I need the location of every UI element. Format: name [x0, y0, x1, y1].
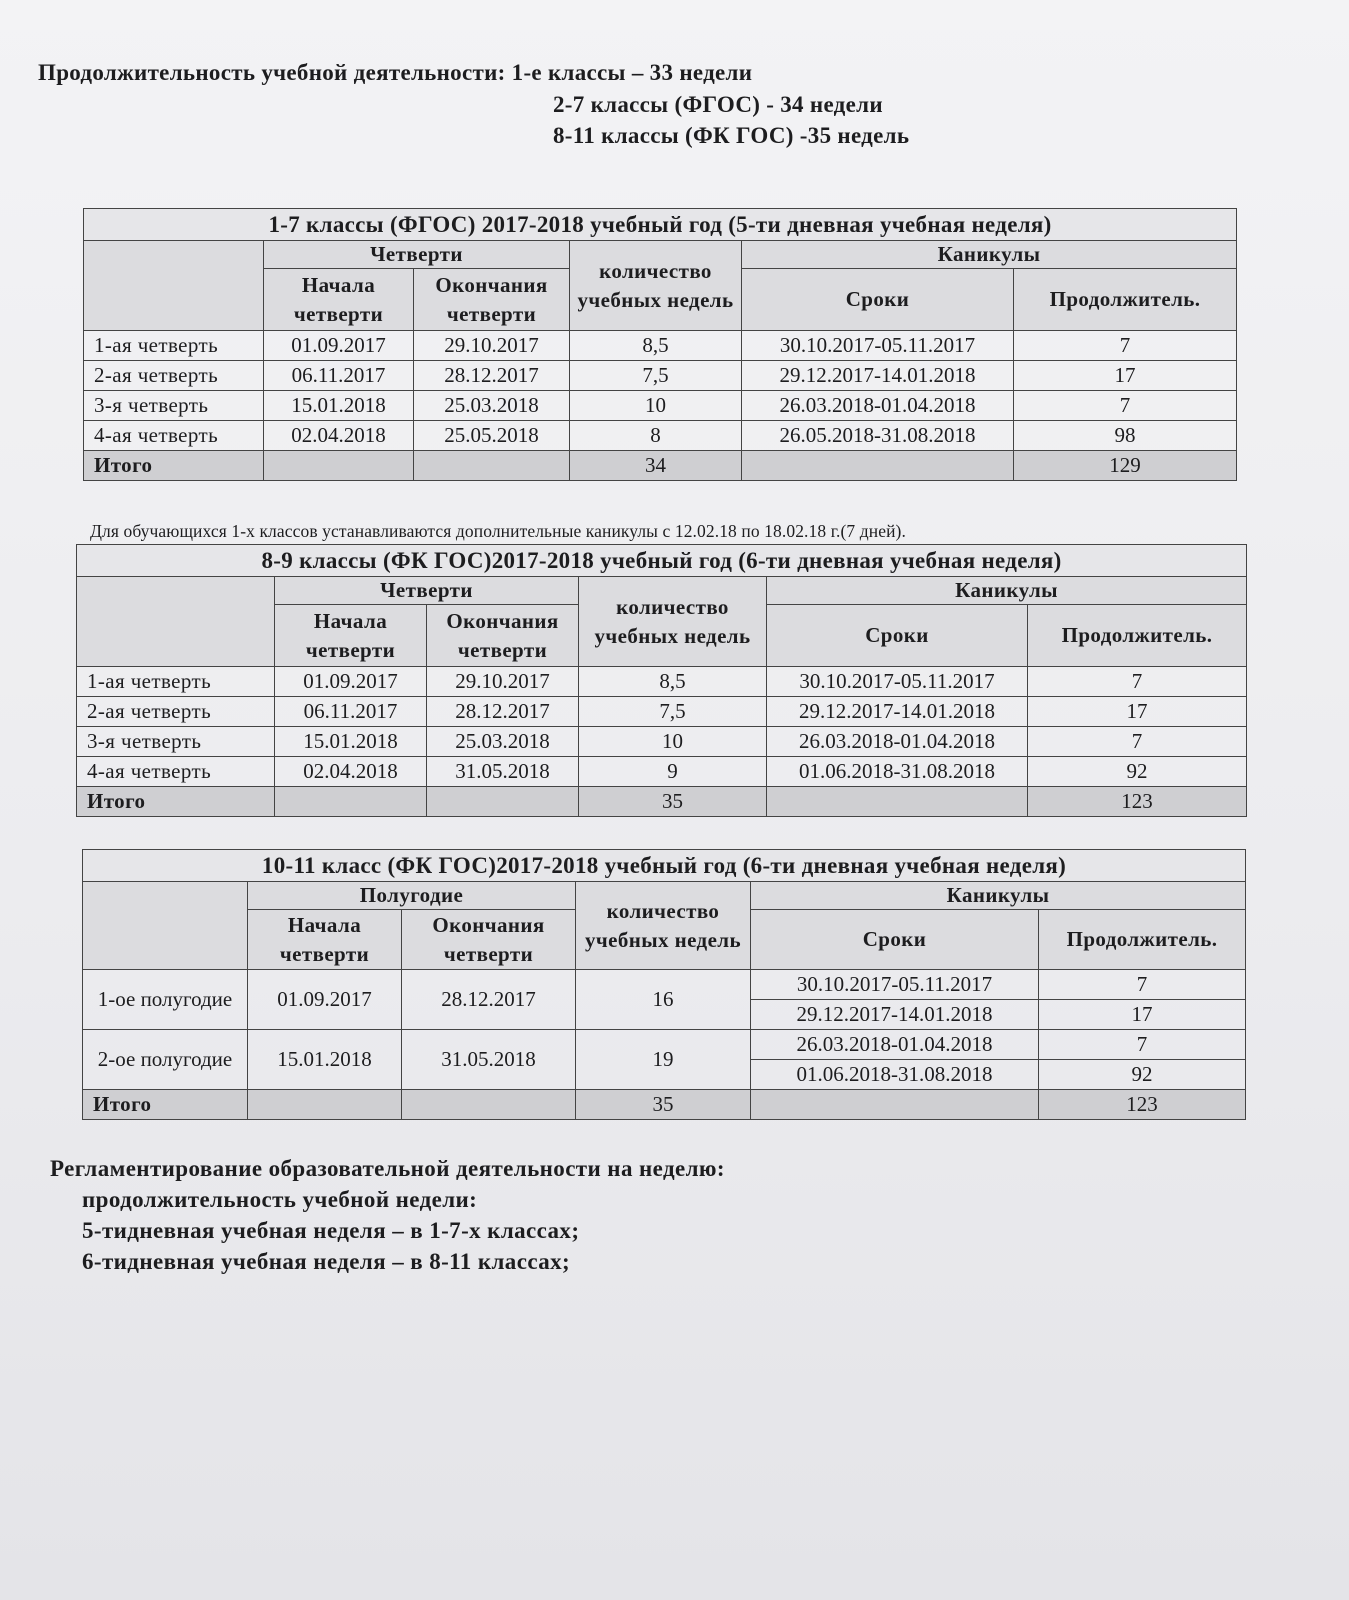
- header-empty: [84, 241, 264, 331]
- total-label: Итого: [84, 451, 264, 481]
- row-days: 98: [1014, 421, 1237, 451]
- row-end: 28.12.2017: [427, 697, 579, 727]
- header-holidays: Каникулы: [742, 241, 1237, 269]
- table-row: [77, 697, 1247, 727]
- row-days: 17: [1039, 1000, 1246, 1030]
- table-row: [84, 391, 1237, 421]
- header-length: Продолжитель.: [1014, 269, 1237, 331]
- header-dates: Сроки: [751, 910, 1039, 970]
- row-start: 01.09.2017: [264, 331, 414, 361]
- row-days: 7: [1039, 1030, 1246, 1060]
- row-days: 92: [1039, 1060, 1246, 1090]
- table-title: 10-11 класс (ФК ГОС)2017-2018 учебный год (6-ти дневная учебная неделя): [83, 850, 1246, 882]
- row-end: 29.10.2017: [414, 331, 570, 361]
- row-holiday: 01.06.2018-31.08.2018: [767, 757, 1028, 787]
- row-weeks: 8: [570, 421, 742, 451]
- row-days: 7: [1028, 727, 1247, 757]
- regulation-line-2: 5-тидневная учебная неделя – в 1-7-х классах;: [82, 1218, 580, 1243]
- table-row: [84, 331, 1237, 361]
- row-end: 29.10.2017: [427, 667, 579, 697]
- regulation-heading: Регламентирование образовательной деятельности на неделю:: [50, 1156, 725, 1181]
- table-row: [83, 1030, 1246, 1060]
- duration-line-1: Продолжительность учебной деятельности: 1-е классы – 33 недели: [38, 60, 753, 85]
- row-start: 06.11.2017: [264, 361, 414, 391]
- header-holidays: Каникулы: [767, 577, 1247, 605]
- header-weeks-count: количество учебных недель: [579, 577, 767, 667]
- duration-line-3: 8-11 классы (ФК ГОС) -35 недель: [553, 123, 910, 148]
- row-weeks: 16: [576, 970, 751, 1030]
- row-label: 2-ое полугодие: [83, 1030, 248, 1090]
- row-weeks: 9: [579, 757, 767, 787]
- row-holiday: 30.10.2017-05.11.2017: [751, 970, 1039, 1000]
- row-label: 3-я четверть: [84, 391, 264, 421]
- header-half-year: Полугодие: [248, 882, 576, 910]
- header-length: Продолжитель.: [1039, 910, 1246, 970]
- total-days: 129: [1014, 451, 1237, 481]
- row-holiday: 26.03.2018-01.04.2018: [767, 727, 1028, 757]
- row-days: 7: [1014, 331, 1237, 361]
- row-days: 17: [1014, 361, 1237, 391]
- row-label: 1-ая четверть: [77, 667, 275, 697]
- total-empty: [414, 451, 570, 481]
- table-row: [84, 421, 1237, 451]
- total-days: 123: [1028, 787, 1247, 817]
- row-weeks: 10: [579, 727, 767, 757]
- schedule-table-grades-1-7: [83, 208, 1237, 481]
- table-row: [77, 667, 1247, 697]
- row-start: 15.01.2018: [264, 391, 414, 421]
- row-label: 4-ая четверть: [77, 757, 275, 787]
- row-weeks: 19: [576, 1030, 751, 1090]
- row-days: 7: [1014, 391, 1237, 421]
- total-days: 123: [1039, 1090, 1246, 1120]
- row-label: 3-я четверть: [77, 727, 275, 757]
- schedule-table-grades-10-11: [82, 849, 1246, 1120]
- header-holidays: Каникулы: [751, 882, 1246, 910]
- total-empty: [248, 1090, 402, 1120]
- total-label: Итого: [77, 787, 275, 817]
- header-start: Начала четверти: [275, 605, 427, 667]
- total-row: [84, 451, 1237, 481]
- row-end: 28.12.2017: [402, 970, 576, 1030]
- regulation-line-3: 6-тидневная учебная неделя – в 8-11 классах;: [82, 1249, 571, 1274]
- total-empty: [275, 787, 427, 817]
- header-start: Начала четверти: [264, 269, 414, 331]
- row-end: 31.05.2018: [427, 757, 579, 787]
- table-title: 8-9 классы (ФК ГОС)2017-2018 учебный год (6-ти дневная учебная неделя): [77, 545, 1247, 577]
- header-dates: Сроки: [742, 269, 1014, 331]
- table-row: [84, 361, 1237, 391]
- header-empty: [83, 882, 248, 970]
- duration-line-2: 2-7 классы (ФГОС) - 34 недели: [553, 92, 883, 117]
- schedule-table-grades-8-9: [76, 544, 1247, 817]
- header-end: Окончания четверти: [427, 605, 579, 667]
- row-end: 25.05.2018: [414, 421, 570, 451]
- total-weeks: 35: [576, 1090, 751, 1120]
- row-weeks: 8,5: [579, 667, 767, 697]
- table-row: [83, 970, 1246, 1000]
- total-empty: [767, 787, 1028, 817]
- header-length: Продолжитель.: [1028, 605, 1247, 667]
- table-row: [77, 757, 1247, 787]
- row-holiday: 26.05.2018-31.08.2018: [742, 421, 1014, 451]
- row-holiday: 01.06.2018-31.08.2018: [751, 1060, 1039, 1090]
- row-start: 01.09.2017: [275, 667, 427, 697]
- total-weeks: 34: [570, 451, 742, 481]
- row-days: 7: [1039, 970, 1246, 1000]
- row-start: 15.01.2018: [275, 727, 427, 757]
- row-start: 02.04.2018: [264, 421, 414, 451]
- row-weeks: 10: [570, 391, 742, 421]
- first-grade-note: Для обучающихся 1-х классов устанавливаются дополнительные каникулы с 12.02.18 по 18.02.18 г.(7 дней).: [90, 521, 906, 541]
- row-days: 7: [1028, 667, 1247, 697]
- header-dates: Сроки: [767, 605, 1028, 667]
- header-end: Окончания четверти: [414, 269, 570, 331]
- row-end: 28.12.2017: [414, 361, 570, 391]
- row-start: 06.11.2017: [275, 697, 427, 727]
- total-empty: [264, 451, 414, 481]
- header-start: Начала четверти: [248, 910, 402, 970]
- table-row: [77, 727, 1247, 757]
- header-weeks-count: количество учебных недель: [576, 882, 751, 970]
- row-end: 31.05.2018: [402, 1030, 576, 1090]
- row-label: 2-ая четверть: [84, 361, 264, 391]
- regulation-line-1: продолжительность учебной недели:: [82, 1187, 478, 1212]
- total-weeks: 35: [579, 787, 767, 817]
- row-end: 25.03.2018: [427, 727, 579, 757]
- row-holiday: 30.10.2017-05.11.2017: [742, 331, 1014, 361]
- header-end: Окончания четверти: [402, 910, 576, 970]
- header-weeks-count: количество учебных недель: [570, 241, 742, 331]
- total-empty: [742, 451, 1014, 481]
- total-empty: [751, 1090, 1039, 1120]
- header-empty: [77, 577, 275, 667]
- row-end: 25.03.2018: [414, 391, 570, 421]
- row-days: 17: [1028, 697, 1247, 727]
- row-holiday: 29.12.2017-14.01.2018: [751, 1000, 1039, 1030]
- row-holiday: 30.10.2017-05.11.2017: [767, 667, 1028, 697]
- total-empty: [402, 1090, 576, 1120]
- row-start: 02.04.2018: [275, 757, 427, 787]
- header-quarters: Четверти: [275, 577, 579, 605]
- row-start: 15.01.2018: [248, 1030, 402, 1090]
- row-days: 92: [1028, 757, 1247, 787]
- table-title: 1-7 классы (ФГОС) 2017-2018 учебный год (5-ти дневная учебная неделя): [84, 209, 1237, 241]
- weekly-regulation: [50, 1153, 725, 1277]
- total-label: Итого: [83, 1090, 248, 1120]
- row-label: 1-ая четверть: [84, 331, 264, 361]
- row-weeks: 7,5: [579, 697, 767, 727]
- header-quarters: Четверти: [264, 241, 570, 269]
- row-label: 4-ая четверть: [84, 421, 264, 451]
- row-weeks: 7,5: [570, 361, 742, 391]
- row-holiday: 26.03.2018-01.04.2018: [742, 391, 1014, 421]
- row-start: 01.09.2017: [248, 970, 402, 1030]
- row-holiday: 29.12.2017-14.01.2018: [767, 697, 1028, 727]
- total-row: [77, 787, 1247, 817]
- row-holiday: 26.03.2018-01.04.2018: [751, 1030, 1039, 1060]
- total-row: [83, 1090, 1246, 1120]
- row-label: 1-ое полугодие: [83, 970, 248, 1030]
- row-weeks: 8,5: [570, 331, 742, 361]
- row-label: 2-ая четверть: [77, 697, 275, 727]
- row-holiday: 29.12.2017-14.01.2018: [742, 361, 1014, 391]
- total-empty: [427, 787, 579, 817]
